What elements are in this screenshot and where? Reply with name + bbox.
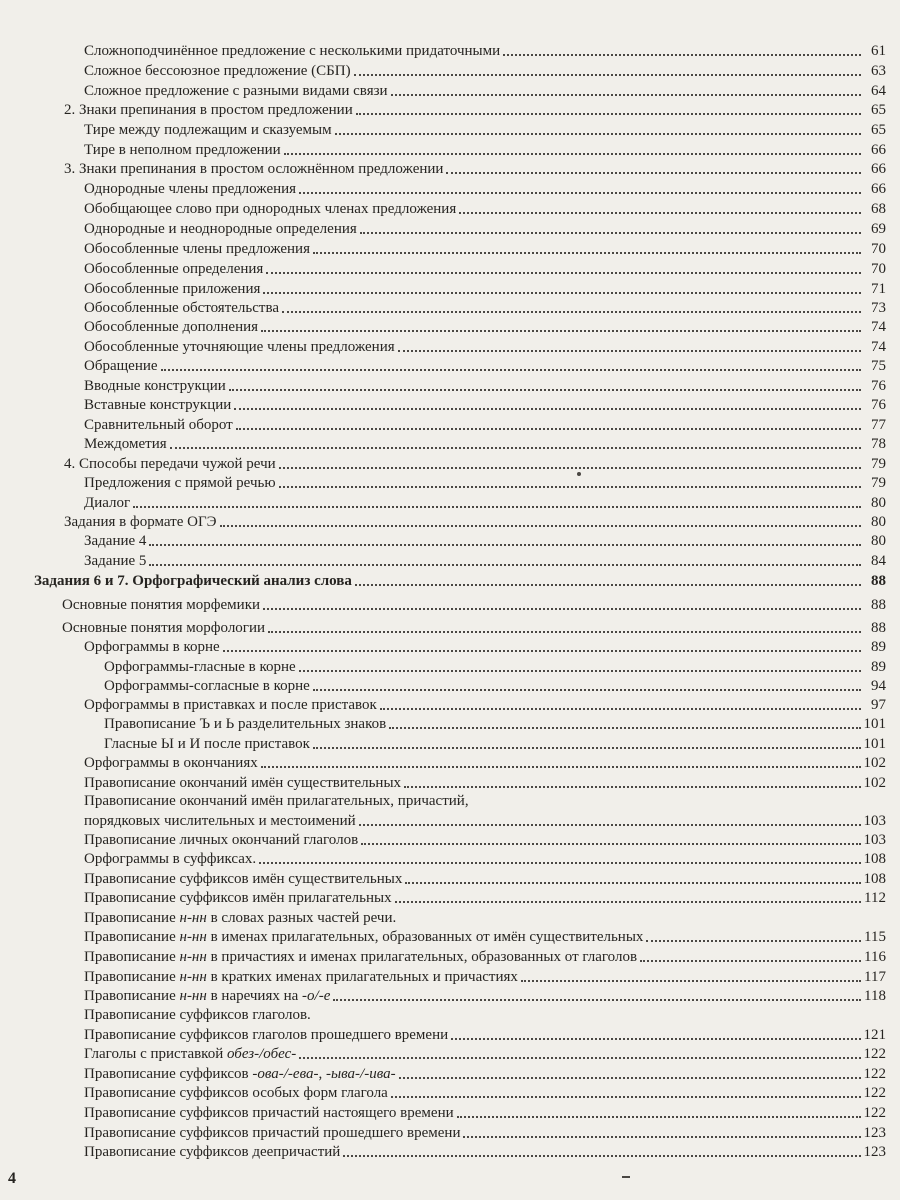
toc-entry-title xyxy=(84,1065,396,1083)
toc-entry-page: 94 xyxy=(871,678,886,694)
dot-leader xyxy=(335,133,861,135)
toc-entry xyxy=(84,1102,886,1122)
toc-entry xyxy=(84,752,886,772)
toc-entry xyxy=(84,868,886,888)
toc-entry-page: 76 xyxy=(871,378,886,394)
toc-entry-title: Орфограммы в корне xyxy=(84,639,220,655)
toc-entry-title: Задания в формате ОГЭ xyxy=(64,514,217,530)
dot-leader xyxy=(259,862,860,864)
toc-entry xyxy=(64,158,886,178)
toc-entry xyxy=(84,966,886,986)
toc-entry-page: 88 xyxy=(871,597,886,613)
toc-entry-page: 64 xyxy=(871,83,886,99)
toc-entry xyxy=(84,80,886,100)
toc-entry xyxy=(84,829,886,849)
toc-entry-italic-term: обез-/обес- xyxy=(226,1046,297,1062)
toc-entry xyxy=(84,985,886,1005)
dot-leader xyxy=(279,467,861,469)
toc-entry-title: Правописание суффиксов причастий прошедшего времени xyxy=(84,1125,461,1141)
toc-entry-page: 75 xyxy=(871,358,886,374)
toc-entry-title: Гласные Ы и И после приставок xyxy=(104,736,310,752)
toc-entry-page: 80 xyxy=(871,514,886,530)
toc-entry-page: 97 xyxy=(871,697,886,713)
toc-entry xyxy=(84,278,886,298)
toc-entry-text: в именах прилагательных, образованных от имён существительных xyxy=(206,929,644,945)
toc-entry-italic-term: н-нн xyxy=(179,949,207,965)
toc-entry xyxy=(84,40,886,60)
toc-entry-title xyxy=(84,1045,296,1063)
toc-entry-text: в причастиях и именах прилагательных, образованных от глаголов xyxy=(206,949,638,965)
toc-entry xyxy=(84,316,886,336)
toc-entry-page: 117 xyxy=(864,969,886,985)
toc-entry xyxy=(104,656,886,676)
toc-entry-page: 69 xyxy=(871,221,886,237)
toc-entry-title: Правописание суффиксов деепричастий xyxy=(84,1144,341,1160)
toc-entry-title: порядковых числительных и местоимений xyxy=(84,813,356,829)
page-number: 4 xyxy=(8,1170,16,1187)
dot-leader xyxy=(299,670,861,672)
toc-entry-text: в наречиях на xyxy=(206,988,303,1004)
toc-entry xyxy=(64,99,886,119)
toc-entry xyxy=(84,550,886,570)
dot-leader xyxy=(261,330,861,332)
dot-leader xyxy=(451,1038,860,1040)
toc-entry-title: Вставные конструкции xyxy=(84,397,232,413)
toc-entry xyxy=(84,1141,886,1161)
dot-leader xyxy=(234,408,861,410)
toc-entry xyxy=(84,414,886,434)
toc-entry-title xyxy=(84,948,637,966)
dot-leader xyxy=(149,564,861,566)
toc-entry xyxy=(84,1024,886,1044)
toc-entry-page: 79 xyxy=(871,456,886,472)
toc-entry-page: 74 xyxy=(871,339,886,355)
toc-entry-title: Диалог xyxy=(84,495,131,511)
toc-entry xyxy=(84,907,886,927)
dot-leader xyxy=(640,960,861,962)
toc-entry xyxy=(84,1063,886,1083)
dot-leader xyxy=(263,292,861,294)
toc-entry xyxy=(84,394,886,414)
toc-entry xyxy=(104,675,886,695)
toc-entry xyxy=(84,218,886,238)
toc-entry-page: 66 xyxy=(871,181,886,197)
dot-leader xyxy=(149,544,861,546)
toc-entry-title: Правописание суффиксов имён прилагательных xyxy=(84,890,392,906)
toc-entry-page: 123 xyxy=(863,1125,886,1141)
toc-entry-title: Сложноподчинённое предложение с несколькими придаточными xyxy=(84,43,501,59)
toc-entry xyxy=(64,453,886,473)
toc-entry-title: Однородные члены предложения xyxy=(84,181,297,197)
toc-entry-italic-term: н-нн xyxy=(179,929,207,945)
toc-entry-italic-term: -ова-/-ева- xyxy=(252,1066,319,1082)
toc-entry-page: 66 xyxy=(871,161,886,177)
toc-entry-page: 73 xyxy=(871,300,886,316)
toc-entry-page: 66 xyxy=(871,142,886,158)
toc-entry xyxy=(84,375,886,395)
dot-leader xyxy=(313,747,861,749)
dot-leader xyxy=(261,766,861,768)
dot-leader xyxy=(282,311,861,313)
dot-leader xyxy=(236,428,861,430)
toc-entry xyxy=(84,258,886,278)
toc-entry-page: 115 xyxy=(864,929,886,945)
dot-leader xyxy=(299,1057,860,1059)
toc-entry-title: Междометия xyxy=(84,436,167,452)
toc-entry-italic-term: -ыва-/-ива- xyxy=(325,1066,396,1082)
dot-leader xyxy=(133,506,861,508)
toc-entry-page: 80 xyxy=(871,495,886,511)
toc-entry-text: Правописание xyxy=(84,929,180,945)
toc-entry-page: 89 xyxy=(871,659,886,675)
toc-entry-title: Обособленные члены предложения xyxy=(84,241,310,257)
toc-entry xyxy=(84,1004,886,1024)
toc-entry-page: 74 xyxy=(871,319,886,335)
toc-entry-text: Правописание xyxy=(84,969,180,985)
toc-entry-title: Правописание суффиксов имён существительных xyxy=(84,871,403,887)
toc-entry-title: Вводные конструкции xyxy=(84,378,226,394)
toc-entry-title: Правописание суффиксов глаголов прошедшего времени xyxy=(84,1027,449,1043)
toc-entry-page: 112 xyxy=(864,890,886,906)
toc-entry-title: Правописание личных окончаний глаголов xyxy=(84,832,359,848)
dot-leader xyxy=(446,172,861,174)
toc-entry-title xyxy=(84,928,643,946)
toc-entry xyxy=(84,297,886,317)
dot-leader xyxy=(229,389,861,391)
toc-entry xyxy=(34,570,886,590)
toc-entry-title xyxy=(84,987,330,1005)
toc-entry-text: в кратких именах прилагательных и причастиях xyxy=(206,969,518,985)
toc-entry-title: Обобщающее слово при однородных членах предложения xyxy=(84,201,457,217)
toc-entry xyxy=(84,1043,886,1063)
toc-entry-page: 101 xyxy=(863,736,886,752)
toc-entry xyxy=(84,492,886,512)
toc-entry-title: 4. Способы передачи чужой речи xyxy=(64,456,276,472)
toc-entry-page: 103 xyxy=(863,813,886,829)
toc-entry xyxy=(64,511,886,531)
toc-entry-page: 122 xyxy=(863,1046,886,1062)
dot-leader xyxy=(263,608,861,610)
toc-entry xyxy=(84,848,886,868)
toc-entry-page: 88 xyxy=(871,620,886,636)
dot-leader xyxy=(380,708,861,710)
toc-entry-page: 61 xyxy=(871,43,886,59)
dot-leader xyxy=(457,1116,861,1118)
toc-entry-title: Обособленные уточняющие члены предложения xyxy=(84,339,395,355)
toc-entry-title: Обращение xyxy=(84,358,158,374)
toc-entry-page: 116 xyxy=(864,949,886,965)
toc-entry-title: Правописание Ъ и Ь разделительных знаков xyxy=(104,716,387,732)
toc-entry-title: Сложное бессоюзное предложение (СБП) xyxy=(84,63,351,79)
toc-entry-title: Тире в неполном предложении xyxy=(84,142,281,158)
toc-entry xyxy=(84,336,886,356)
toc-entry-page: 65 xyxy=(871,102,886,118)
toc-entry xyxy=(84,926,886,946)
toc-entry-title: Орфограммы-гласные в корне xyxy=(104,659,296,675)
toc-entry xyxy=(84,1082,886,1102)
dot-leader xyxy=(459,212,861,214)
toc-entry-page: 71 xyxy=(871,281,886,297)
toc-entry xyxy=(84,433,886,453)
dot-leader xyxy=(521,980,861,982)
toc-entry xyxy=(84,790,886,810)
dot-leader xyxy=(395,901,861,903)
toc-entry xyxy=(84,238,886,258)
toc-entry-page: 108 xyxy=(863,851,886,867)
toc-entry-text: Правописание суффиксов xyxy=(84,1066,253,1082)
toc-entry-page: 65 xyxy=(871,122,886,138)
toc-entry-text: в словах разных частей речи. xyxy=(206,910,397,926)
toc-entry xyxy=(104,733,886,753)
dot-leader xyxy=(356,113,861,115)
toc-entry-page: 79 xyxy=(871,475,886,491)
toc-entry xyxy=(84,810,886,830)
toc-entry-page: 68 xyxy=(871,201,886,217)
toc-entry-page: 122 xyxy=(863,1085,886,1101)
toc-entry-text: Правописание xyxy=(84,988,180,1004)
dot-leader xyxy=(170,447,861,449)
dot-leader xyxy=(646,940,861,942)
toc-entry-text: Правописание xyxy=(84,949,180,965)
toc-entry-page: 103 xyxy=(863,832,886,848)
toc-entry-page: 88 xyxy=(871,573,886,589)
toc-entry-title: Основные понятия морфемики xyxy=(62,597,261,613)
toc-entry xyxy=(84,1122,886,1142)
toc-entry-title xyxy=(84,968,518,986)
toc-entry-title: Обособленные определения xyxy=(84,261,264,277)
dot-leader xyxy=(503,54,861,56)
dot-leader xyxy=(405,882,860,884)
dot-leader xyxy=(220,525,861,527)
toc-entry-title: Правописание суффиксов глаголов. xyxy=(84,1007,311,1023)
toc-entry-italic-term: н-нн xyxy=(179,910,207,926)
toc-entry-title: Тире между подлежащим и сказуемым xyxy=(84,122,332,138)
toc-entry-page: 122 xyxy=(863,1105,886,1121)
dot-leader xyxy=(389,727,860,729)
toc-entry xyxy=(84,472,886,492)
toc-entry xyxy=(84,636,886,656)
toc-entry-title: Задание 5 xyxy=(84,553,147,569)
toc-entry xyxy=(84,119,886,139)
toc-entry-italic-term: н-нн xyxy=(179,969,207,985)
toc-entry xyxy=(62,594,886,614)
toc-entry xyxy=(84,694,886,714)
toc-entry-title: Обособленные дополнения xyxy=(84,319,259,335)
toc-entry-italic-term: -о/-е xyxy=(302,988,331,1004)
toc-entry-page: 122 xyxy=(863,1066,886,1082)
print-smudge xyxy=(577,472,581,476)
toc-entry-title: Задания 6 и 7. Орфографический анализ слова xyxy=(34,573,352,589)
toc-entry-page: 76 xyxy=(871,397,886,413)
dot-leader xyxy=(284,153,861,155)
toc-entry-title: 3. Знаки препинания в простом осложнённом предложении xyxy=(64,161,444,177)
toc-entry-page: 102 xyxy=(863,755,886,771)
toc-entry-title: Правописание окончаний имён существительных xyxy=(84,775,402,791)
dot-leader xyxy=(354,74,861,76)
toc-entry-title: Правописание окончаний имён прилагательных, причастий, xyxy=(84,793,469,809)
toc-entry-title: Предложения с прямой речью xyxy=(84,475,276,491)
toc-entry-title: Орфограммы в приставках и после приставок xyxy=(84,697,377,713)
toc-entry-title: 2. Знаки препинания в простом предложении xyxy=(64,102,353,118)
dot-leader xyxy=(279,486,861,488)
toc-entry-page: 89 xyxy=(871,639,886,655)
dot-leader xyxy=(333,999,861,1001)
toc-entry-page: 70 xyxy=(871,241,886,257)
toc-entry-page: 70 xyxy=(871,261,886,277)
dot-leader xyxy=(299,192,861,194)
dot-leader xyxy=(398,350,861,352)
dot-leader xyxy=(391,1096,861,1098)
toc-entry-page: 80 xyxy=(871,533,886,549)
toc-entry xyxy=(84,772,886,792)
print-mark xyxy=(622,1176,630,1178)
dot-leader xyxy=(313,252,861,254)
dot-leader xyxy=(463,1136,860,1138)
toc-entry-title: Сложное предложение с разными видами связи xyxy=(84,83,388,99)
toc-entry xyxy=(84,198,886,218)
dot-leader xyxy=(161,369,861,371)
toc-entry-text: , xyxy=(318,1066,326,1082)
dot-leader xyxy=(399,1077,861,1079)
toc-entry-title: Правописание суффиксов причастий настоящего времени xyxy=(84,1105,454,1121)
dot-leader xyxy=(355,584,861,586)
dot-leader xyxy=(268,631,861,633)
toc-entry-page: 84 xyxy=(871,553,886,569)
toc-entry xyxy=(84,530,886,550)
toc-entry-page: 108 xyxy=(863,871,886,887)
toc-entry-page: 118 xyxy=(864,988,886,1004)
toc-entry-title: Обособленные обстоятельства xyxy=(84,300,279,316)
toc-entry xyxy=(84,887,886,907)
toc-entry xyxy=(84,946,886,966)
toc-entry xyxy=(84,178,886,198)
toc-entry-title: Однородные и неоднородные определения xyxy=(84,221,357,237)
toc-entry-title: Орфограммы в окончаниях xyxy=(84,755,258,771)
toc-entry xyxy=(84,139,886,159)
toc-entry xyxy=(84,355,886,375)
toc-entry-italic-term: н-нн xyxy=(179,988,207,1004)
toc-entry-title xyxy=(84,909,396,927)
dot-leader xyxy=(404,786,860,788)
dot-leader xyxy=(266,272,861,274)
toc-entry-title: Орфограммы-согласные в корне xyxy=(104,678,310,694)
toc-entry-page: 123 xyxy=(863,1144,886,1160)
dot-leader xyxy=(359,824,861,826)
toc-entry-text: Правописание xyxy=(84,910,180,926)
dot-leader xyxy=(361,843,860,845)
toc-entry-page: 102 xyxy=(863,775,886,791)
toc-entry-title: Орфограммы в суффиксах. xyxy=(84,851,257,867)
toc-entry-page: 121 xyxy=(863,1027,886,1043)
dot-leader xyxy=(343,1155,860,1157)
toc-entry-page: 101 xyxy=(863,716,886,732)
dot-leader xyxy=(360,232,861,234)
toc-entry-page: 77 xyxy=(871,417,886,433)
dot-leader xyxy=(313,689,861,691)
toc-entry xyxy=(84,60,886,80)
dot-leader xyxy=(223,650,861,652)
toc-entry-page: 63 xyxy=(871,63,886,79)
toc-entry xyxy=(104,713,886,733)
toc-entry xyxy=(62,617,886,637)
toc-entry-title: Задание 4 xyxy=(84,533,147,549)
toc-entry-text: Глаголы с приставкой xyxy=(84,1046,227,1062)
toc-entry-title: Сравнительный оборот xyxy=(84,417,233,433)
toc-entry-title: Основные понятия морфологии xyxy=(62,620,266,636)
toc-entry-page: 78 xyxy=(871,436,886,452)
dot-leader xyxy=(391,94,861,96)
toc-entry-title: Правописание суффиксов особых форм глагола xyxy=(84,1085,388,1101)
toc-entry-title: Обособленные приложения xyxy=(84,281,261,297)
